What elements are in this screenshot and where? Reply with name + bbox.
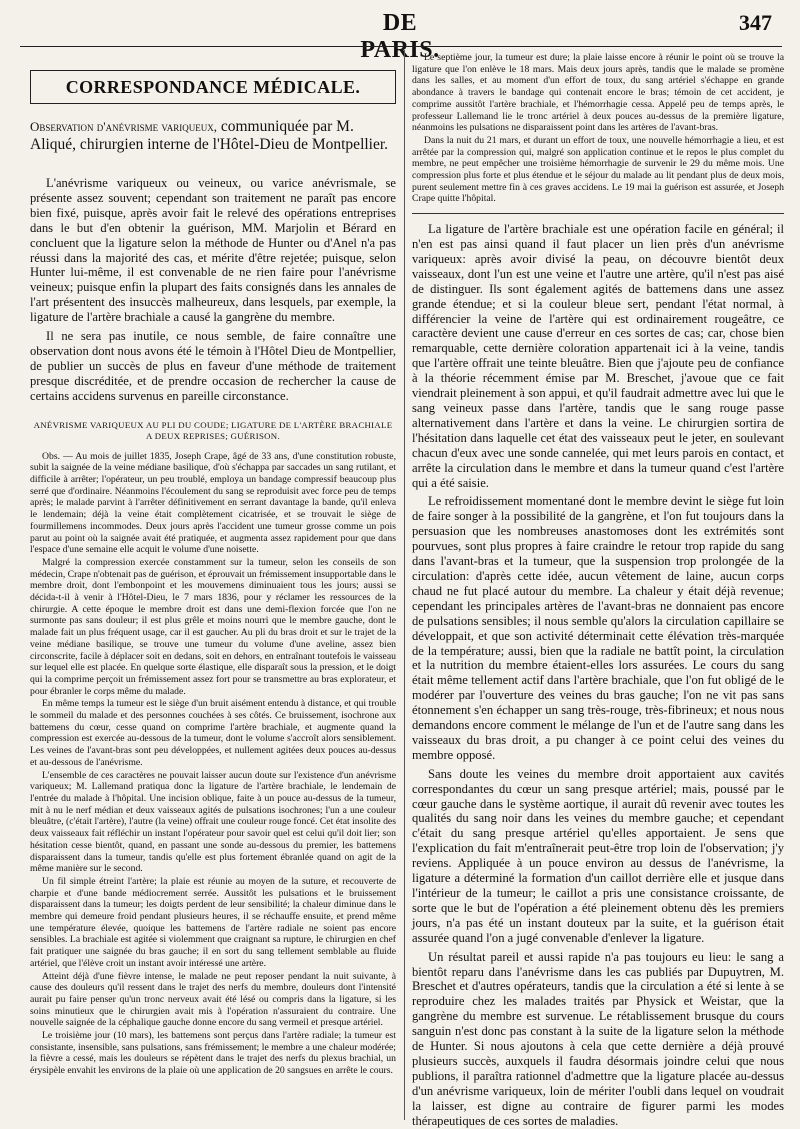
case-paragraph: Obs. — Au mois de juillet 1835, Joseph Crape, âgé de 33 ans, d'une constitution robuste, subit la saignée de la veine médiane basilique, d'où s'échappa par saccades un sang rutilant, et difficile à arrêter; l'opérateur, un peu troublé, employa un bandage compressif beaucoup plus serré que d'ordinaire. Néanmoins l'écoulement du sang se reproduisit avec force peu de temps après; le malade parvint à l'arrêter définitivement en serrant davantage la bande, qu'il enleva le lendemain; déjà la veine était complètement cicatrisée, et se trouvait le siège de fourmillemens incommodes. Deux jours après l'accident une tumeur grosse comme un pois parut au point où la saignée avait été pratiquée, et augmenta assez rapidement pour que dans l'espace d'une semaine elle acquit le volume d'une noisette. bbox=[30, 450, 396, 556]
case-paragraph: L'ensemble de ces caractères ne pouvait laisser aucun doute sur l'existence d'un anévrisme variqueux; M. Lallemand pratiqua donc la ligature de l'artère brachiale, le lendemain de l'entrée du malade à l'hôpital. Une incision oblique, faite à un pouce au-dessus de la tumeur, mit à nu le nerf médian et deux vaisseaux agités de pulsations isochrones; l'un a une couleur bleuâtre, (c'était l'artère), l'autre (la veine) offrait une couleur rouge foncé. Cet état insolite des deux vaisseaux fait réfléchir un instant l'opérateur pour savoir quel est celui qu'il doit lier; son hésitation cesse bientôt, quand, en passant une sonde au-dessous du premier, les battemens disparaissent dans la tumeur, tandis qu'elle est plus fortement ébranlée quand on agit de la même manière sur le second. bbox=[30, 769, 396, 875]
case-paragraph: Dans la nuit du 21 mars, et durant un effort de toux, une nouvelle hémorrhagie a lieu, et est arrêtée par la compression qui, malgré son application continue et le repos le plus complet du membre, ne peut empêcher une troisième hémorrhagie de survenir le 29 du même mois. Une compression plus forte et plus étendue et le séjour du malade au lit pendant plus de deux mois, purent seulement mettre fin à ces graves accidens. Le 19 mai la guérison est assurée, et Joseph Crape quitte l'hôpital. bbox=[412, 134, 784, 205]
case-paragraph: Le troisième jour (10 mars), les battemens sont perçus dans l'artère radiale; la tumeur est consistante, insensible, sans pulsations, sans frémissement; le membre a une chaleur modérée; la fièvre a cessé, mais les douleurs se répètent dans le trajet des nerfs du plexus brachial, un érysipèle envahit les environs de la plaie où une application de 20 sangsues en arrête le cours. bbox=[30, 1030, 396, 1077]
discussion-paragraph: Un résultat pareil et aussi rapide n'a pas toujours eu lieu: le sang a bientôt reparu dans l'anévrisme dans les cas publiés par Dupuytren, M. Breschet et d'autres opérateurs, tandis que la circulation a été si lente à se reproduire chez les malades traités par Physick et Weistar, que la gangrène du membre est survenue. Le rétablissement brusque du cours sanguin n'est donc pas constant à la suite de la ligature selon la méthode de Hunter. Si nous ajoutons à cela que cette dernière a déjà prouvé plusieurs succès, auxquels il faudra désormais joindre celui que nous publions, il paraîtra rationnel d'admettre que la ligature placée au-dessus d'un anévrisme variqueux, loin de mériter l'oubli dans lequel on voudrait la laisser, est digne au contraire de figurer parmi les modes thérapeutiques de ces sortes de maladies. bbox=[412, 949, 784, 1128]
section-title: CORRESPONDANCE MÉDICALE. bbox=[30, 70, 396, 104]
case-paragraph: Un fil simple étreint l'artère; la plaie est réunie au moyen de la suture, et recouverte de charpie et d'une bande médiocrement serrée. Aussitôt les pulsations et le bruissement disparaissent dans la tumeur; les doigts perdent de leur sensibilité; la chaleur diminue dans le membre qui demeure froid pendant plusieurs heures, il se réchauffe ensuite, et prend même une température élevée, quoique les battemens de l'artère radiale ne soient pas encore sensibles. La brachiale est agitée si violemment que craignant sa rupture, le chirurgien en chef fait pratiquer une saignée du bras gauche; il en sort du sang tellement semblable au fluide artériel, que l'élève croit un instant avoir intéressé une artère. bbox=[30, 875, 396, 969]
page-number: 347 bbox=[739, 10, 772, 35]
observation-title bbox=[30, 118, 396, 154]
case-paragraph: Atteint déjà d'une fièvre intense, le malade ne peut reposer pendant la nuit suivante, à cause des douleurs qu'il ressent dans le trajet des nerfs du membre, douleurs dont l'intensité aurait pu faire penser qu'un tronc nerveux avait été lésé ou compris dans la ligature, si les soins minutieux que le chirurgien avait mis à l'opération n'assuraient du contraire. Une nouvelle saignée de la céphalique gauche donne encore du sang vermeil et presque artériel. bbox=[30, 970, 396, 1029]
column-divider bbox=[404, 50, 405, 1120]
running-head: DE PARIS. bbox=[360, 10, 440, 63]
case-paragraph: En même temps la tumeur est le siège d'un bruit aisément entendu à distance, et qui trouble le sommeil du malade et des personnes couchées à ses côtés. Ce bruissement, isochrone aux battemens du cœur, cesse quand on comprime l'artère brachiale, et augmente quand la compression est exercée au-dessous de la tumeur, dont le volume s'accroît alors sensiblement. Les veines de l'avant-bras sont peu développées, et nullement agitées deux pouces au-dessus et au-dessous de l'anévrisme. bbox=[30, 698, 396, 768]
observation-label: Observation d'anévrisme variqueux, bbox=[30, 119, 217, 134]
case-paragraph: Malgré la compression exercée constamment sur la tumeur, selon les conseils de son médecin, Crape n'obtenait pas de guérison, et éprouvait un frémissement insupportable dans le membre droit, dont l'embonpoint et les mouvemens diminuaient tous les jours; aussi se décida-t-il à venir à l'Hôtel-Dieu, le 7 mars 1836, pour y réclamer les ressources de la chirurgie. A cette époque le membre droit est dans une demi-flexion forcée que l'on ne surmonte pas sans douleur; il est plus grêle et moins nourri que le membre gauche, dont le malade fait un plus fréquent usage, car il est gaucher. Au pli du bras droit et sur le trajet de la veine médiane basilique, se trouve une tumeur du volume d'une aveline, assez bien circonscrite, facile à déplacer soit en dedans, soit en dehors, en entraînant toutefois le vaisseau sur lequel elle est placée. En quelque sorte élastique, elle disparaît sous la pression, et le doigt qui la comprime perçoit un frémissement assez fort pour se transmettre au bras explorateur, et pour ébranler le corps même du malade. bbox=[30, 556, 396, 697]
header-rule bbox=[20, 46, 782, 47]
right-column bbox=[412, 52, 784, 1128]
case-heading: ANÉVRISME VARIQUEUX AU PLI DU COUDE; LIGATURE DE L'ARTÈRE BRACHIALE A DEUX REPRISES; GUÉRISON. bbox=[33, 419, 393, 441]
discussion-paragraph: La ligature de l'artère brachiale est une opération facile en général; il n'en est pas ainsi quand il faut placer un lien près d'un anévrisme variqueux: après avoir divisé la peau, on découvre bientôt deux vaisseaux, dont l'un est une veine et l'autre une artère, qu'il n'est pas aisé de distinguer. Ils sont également agités de battemens dans une assez grande étendue; et si la couleur bleue sert, pendant l'état normal, à différencier la veine de l'artère qui est ordinairement rougeâtre, ce caractère devient une cause d'erreur en ces sortes de cas; car, chose bien remarquable, cette dernière coloration appartenait ici à la veine, tandis que l'artère offrait une teinte bleuâtre. Bien que j'ajoute peu de confiance à la théorie récemment émise par M. Breschet, j'avoue que ce fait viendrait pleinement à son appui, et qu'il faudrait admettre avec lui que le sang veineux passe dans l'artère, tandis que le sang rouge passe alternativement dans l'artère et dans la veine. Le chirurgien sortira de l'hésitation dans laquelle cet état des vaisseaux peut le jeter, en soulevant chacun d'eux avec une sonde cannelée, qui met leurs parois en contact, et arrête la circulation dans le membre et dans la tumeur quand c'est l'artère qui a été saisie. bbox=[412, 222, 784, 490]
discussion-paragraph: Sans doute les veines du membre droit apportaient aux cavités correspondantes du cœur un sang presque artériel; mais, poussé par le cœur gauche dans le système aortique, il aurait dû revenir avec toutes les qualités du sang noir dans les veines du membre gauche; et cependant c'était du sang presque artériel qu'elles apportaient. Je sens que l'explication du fait m'entraînerait peut-être trop loin de l'observation; j'y reviens. Appliquée à un pouce environ au dessus de l'anévrisme, la ligature a déterminé la formation d'un caillot derrière elle et jusque dans l'intérieur de la tumeur; le caillot a pris une consistance croissante, de sorte que le but de l'opération a été pleinement obtenu dès les premiers jours, n'a pas été un instant douteux par la suite, et la guérison était assurée quand l'on a jugé convenable d'enlever la ligature. bbox=[412, 766, 784, 945]
case-paragraph: Le septième jour, la tumeur est dure; la plaie laisse encore à réunir le point où se trouve la ligature que l'on enlève le 18 mars. Mais deux jours après, tandis que le malade se promène dans les salles, et au moment d'un effort de toux, du sang artériel s'échappe en grande abondance à travers le bandage qui contenait encore le bras; témoin de cet accident, je comprime aussitôt l'artère brachiale, et l'hémorrhagie cessa. Appelé peu de temps après, le professeur Lallemand lie le tronc artériel à deux pouces au-dessus de la première ligature, néanmoins les pulsations ne disparaissent point dans les artères de l'avant-bras. bbox=[412, 52, 784, 134]
intro-paragraph: L'anévrisme variqueux ou veineux, ou varice anévrismale, se présente assez souvent; cependant son traitement ne paraît pas encore bien fixé, puisque, après avoir fait le relevé des opérations entreprises dans le but d'en obtenir la guérison, MM. Marjolin et Bérard en concluent que la ligature selon la méthode de Hunter ou d'Anel n'a pas réussi dans la majorité des cas, et mérite d'être rejetée; puisque, selon Hunter lui-même, il est convenable de ne rien faire pour l'anévrisme veineux; puisque enfin la plupart des faits consignés dans les annales de l'art présentent des insuccès malheureux, dans lesquels, par exemple, la ligature de l'artère brachiale a causé la gangrène du membre. bbox=[30, 176, 396, 325]
section-rule bbox=[412, 213, 784, 214]
left-column bbox=[30, 52, 396, 1120]
discussion-paragraph: Le refroidissement momentané dont le membre devint le siège fut loin de faire songer à la possibilité de la gangrène, et l'on fut toujours dans la persuasion que les nombreuses anastomoses dont les extrémités sont pourvues, sont plus propres à faire craindre le retour trop rapide du sang dans l'avant-bras et la tumeur, que la suspension trop prolongée de la circulation: d'après cette idée, aucun vêtement de laine, aucun corps chaud ne fut placé autour du membre. La chaleur y était déjà revenue; cependant les principales artères de l'avant-bras ne donnaient pas encore de pulsations sensibles; il nous semble qu'alors la circulation capillaire se développait, et que son activité déterminait cette élévation très-marquée de la température; aussi, bien que la radiale ne battît point, la circulation et la nutrition du membre étaient-elles lors assurées. Le cours du sang était même tellement actif dans l'artère brachiale, que l'on fut obligé de le modérer par l'ouverture des veines du bras gauche; l'on ne vit pas sans étonnement s'en échapper un sang très-rouge, très-fibrineux; et nous nous demandons encore comment le mélange de l'un et de l'autre sang dans les vaisseaux du bras droit, a pu changer à ce point celui des veines du membre opposé. bbox=[412, 494, 784, 762]
observation-title-text: communiquée par M. Aliqué, chirurgien interne de l'Hôtel-Dieu de Montpellier. bbox=[30, 118, 389, 153]
intro-paragraph: Il ne sera pas inutile, ce nous semble, de faire connaître une observation dont nous avons été le témoin à l'Hôtel Dieu de Montpellier, de publier un succès de plus en faveur d'une méthode de traitement presque discréditée, et de prendre occasion de rechercher la cause de certains accidens survenus en pareille circonstance. bbox=[30, 329, 396, 403]
